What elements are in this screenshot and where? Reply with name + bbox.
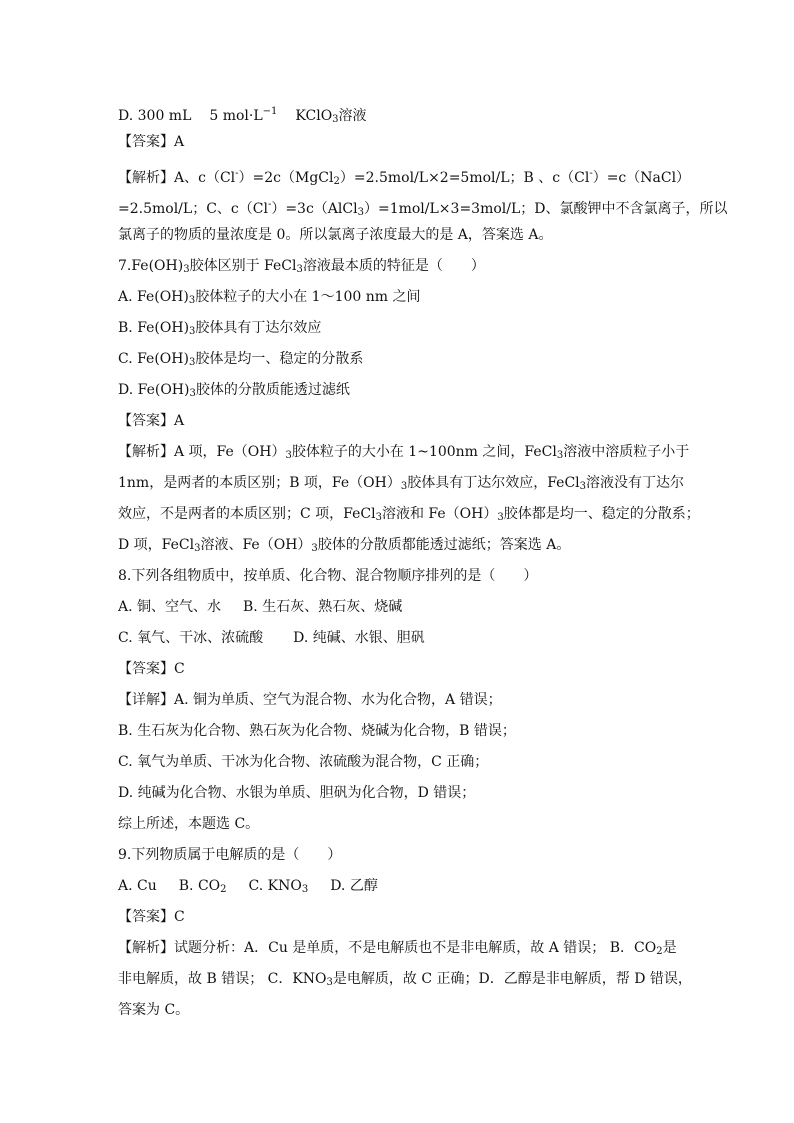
subscript: 2 [333, 176, 340, 187]
q7-analysis-line-1 [118, 437, 690, 468]
subscript: 3 [183, 264, 190, 275]
q7-stem [118, 251, 678, 282]
subscript: 3 [326, 977, 333, 988]
subscript: 2 [220, 884, 227, 895]
document-content [118, 96, 728, 1026]
subscript: 3 [189, 388, 196, 399]
subscript: 3 [188, 357, 196, 368]
text: B. CO [178, 878, 221, 894]
q8-answer: 【答案】C [118, 661, 185, 677]
text: 胶体粒子的大小在 1～100 nm 之间 [195, 289, 421, 305]
text: 胶体的分散质都能透过滤纸；答案选 A。 [317, 537, 571, 553]
text: 胶体是均一、稳定的分散系 [195, 351, 364, 367]
text: A. Cu [118, 878, 157, 894]
q6-answer: 【答案】A [118, 134, 185, 150]
text: 溶液、Fe（OH） [200, 537, 312, 553]
text: 是电解质，故 C 正确；D．乙醇是非电解质，帮 D 错误， [332, 971, 692, 987]
text: 是 [662, 940, 677, 956]
text: C. 氧气、干冰、浓硫酸 [118, 630, 264, 646]
subscript: 3 [400, 481, 408, 492]
text: 胶体具有丁达尔效应，FeCl [407, 475, 580, 491]
text: B. Fe(OH) [118, 320, 190, 336]
text: 胶体的分散质能透过滤纸 [195, 382, 350, 398]
text: 胶体粒子的大小在 1~100nm 之间，FeCl [291, 444, 557, 460]
q7-analysis-line-2 [118, 468, 685, 499]
text: D. Fe(OH) [118, 382, 190, 398]
subscript: 3 [301, 884, 309, 895]
q8-detail-2: B. 生石灰为化合物、熟石灰为化合物、烧碱为化合物，B 错误； [118, 723, 516, 739]
subscript: 3 [194, 543, 201, 554]
q8-stem: 8.下列各组物质中，按单质、化合物、混合物顺序排列的是（ ） [118, 568, 538, 584]
subscript: 3 [285, 450, 292, 461]
text: ）=2.5mol/L×2=5mol/L；B 、c（Cl [339, 170, 590, 186]
text: D 项，FeCl [118, 537, 195, 553]
superscript: −1 [262, 106, 278, 117]
text: 胶体具有丁达尔效应 [195, 320, 322, 336]
q6-analysis-line-3: 氯离子的物质的量浓度是 0。所以氯离子浓度最大的是 A，答案选 A。 [118, 227, 553, 243]
q6-analysis-line-1 [118, 158, 691, 189]
q9-options [118, 871, 678, 902]
q9-analysis-line-2 [118, 964, 692, 995]
text: 【解析】A、c（Cl [118, 170, 236, 186]
subscript: 3 [189, 326, 196, 337]
text: ）=2c（MgCl [238, 170, 334, 186]
text: ）=c（NaCl） [592, 170, 691, 186]
q7-option-d [118, 375, 678, 406]
text: 5 mol·L [209, 108, 263, 124]
subscript: 3 [375, 512, 382, 523]
text: 溶液 [338, 108, 367, 124]
text: 溶液最本质的特征是（ ） [302, 258, 485, 274]
q7-analysis-line-3 [118, 499, 700, 530]
q8-options-ab [118, 592, 678, 623]
text: D. 纯碱、水银、胆矾 [293, 630, 425, 646]
subscript: 2 [656, 946, 663, 957]
text: B. 生石灰、熟石灰、烧碱 [243, 599, 403, 615]
q9-stem: 9.下列物质属于电解质的是（ ） [118, 847, 342, 863]
q7-answer: 【答案】A [118, 413, 185, 429]
text: 胶体都是均一、稳定的分散系； [503, 506, 700, 522]
subscript: 3 [332, 114, 339, 125]
text: 7.Fe(OH) [118, 258, 184, 274]
subscript: 3 [497, 512, 504, 523]
text: ）=3c（AlCl [271, 201, 358, 217]
subscript: 3 [357, 207, 364, 218]
subscript: 3 [556, 450, 564, 461]
subscript: 3 [579, 481, 587, 492]
subscript: 3 [296, 264, 303, 275]
text: 效应，不是两者的本质区别；C 项，FeCl [118, 506, 376, 522]
text: ）=1mol/L×3=3mol/L；D、氯酸钾中不含氯离子，所以 [363, 201, 728, 217]
subscript: 3 [188, 295, 196, 306]
text: 溶液没有丁达尔 [586, 475, 685, 491]
subscript: 3 [311, 543, 318, 554]
text: KClO [295, 108, 333, 124]
q7-option-a [118, 282, 678, 313]
superscript: - [267, 199, 272, 210]
text: 【解析】A 项，Fe（OH） [118, 444, 286, 460]
q8-detail-1: 【详解】A. 铜为单质、空气为混合物、水为化合物，A 错误； [118, 692, 502, 708]
text: C. Fe(OH) [118, 351, 189, 367]
text: 【解析】试题分析：A．Cu 是单质，不是电解质也不是非电解质，故 A 错误； B．CO [118, 940, 657, 956]
q9-analysis-line-3: 答案为 C。 [118, 1002, 190, 1018]
text: A. Fe(OH) [118, 289, 189, 305]
q7-option-c [118, 344, 678, 375]
q6-analysis-line-2 [118, 189, 728, 220]
text: =2.5mol/L；C、c（Cl [118, 201, 268, 217]
text: 1nm，是两者的本质区别；B 项，Fe（OH） [118, 475, 401, 491]
q8-summary: 综上所述，本题选 C。 [118, 816, 260, 832]
text: D. 300 mL [118, 108, 192, 124]
q7-option-b [118, 313, 678, 344]
q8-options-cd [118, 623, 678, 654]
text: D. 乙醇 [330, 878, 378, 894]
q8-detail-4: D. 纯碱为化合物、水银为单质、胆矾为化合物，D 错误； [118, 785, 476, 801]
q9-answer: 【答案】C [118, 909, 185, 925]
q9-analysis-line-1 [118, 933, 678, 964]
text: A. 铜、空气、水 [118, 599, 222, 615]
superscript: - [589, 168, 593, 179]
superscript: - [235, 168, 239, 179]
text: 非电解质，故 B 错误； C．KNO [118, 971, 327, 987]
text: 胶体区别于 FeCl [189, 258, 297, 274]
text: 溶液和 Fe（OH） [381, 506, 498, 522]
q7-analysis-line-4 [118, 530, 678, 561]
text: 溶液中溶质粒子小于 [563, 444, 690, 460]
q8-detail-3: C. 氧气为单质、干冰为化合物、浓硫酸为混合物，C 正确； [118, 754, 489, 770]
q6-option-d [118, 96, 678, 127]
text: C. KNO [248, 878, 302, 894]
